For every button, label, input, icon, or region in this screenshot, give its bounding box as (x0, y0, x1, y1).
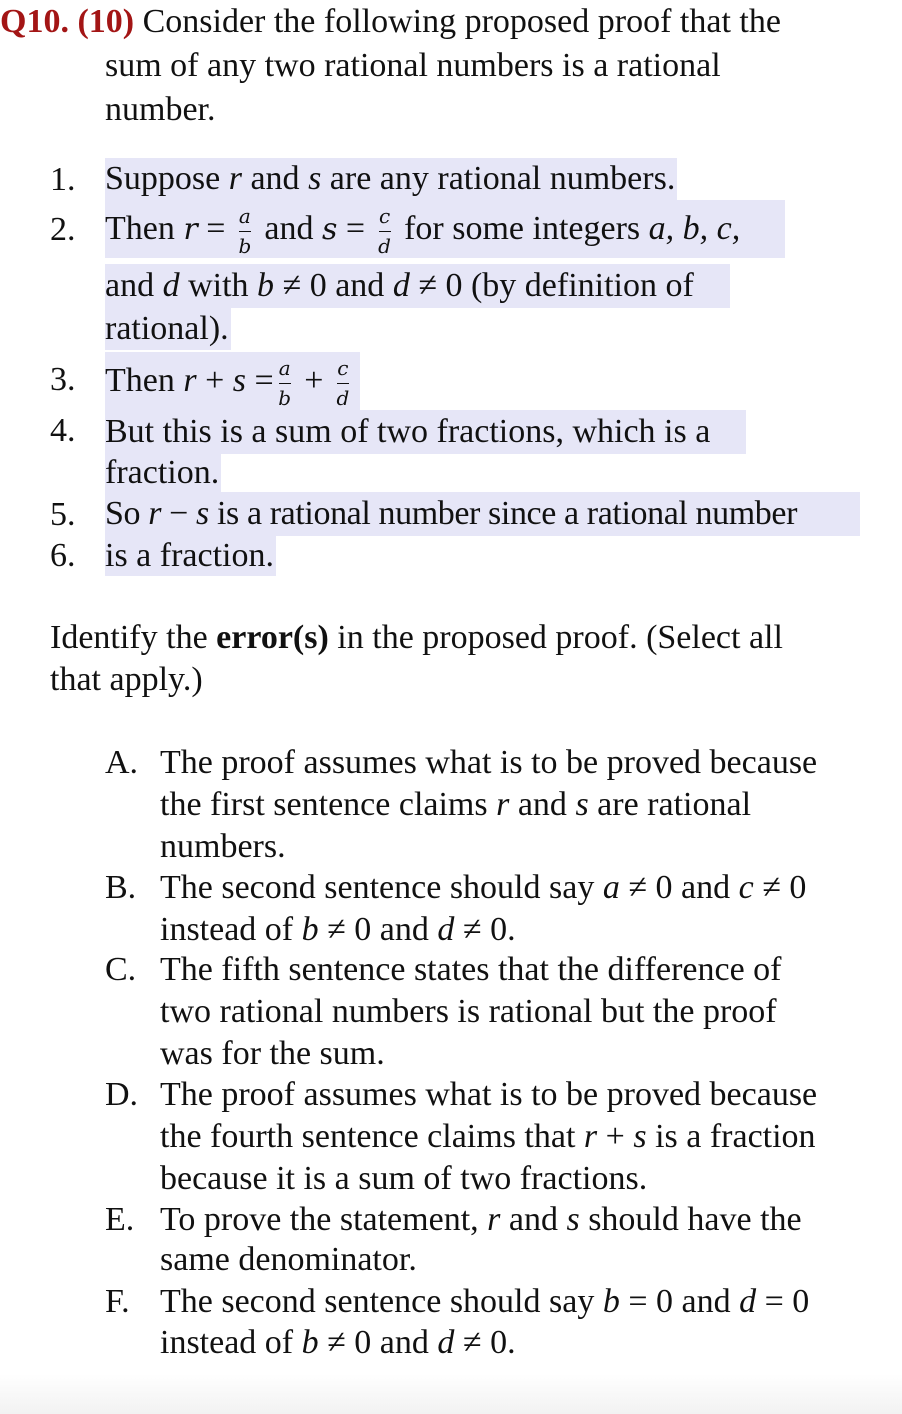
page-bottom-edge (0, 1374, 902, 1414)
option-d-line2[interactable]: the fourth sentence claims that r + s is a fraction (160, 1118, 816, 1155)
option-c-letter[interactable]: C. (105, 951, 137, 988)
option-b-line1[interactable]: The second sentence should say a ≠ 0 and c ≠ 0 (160, 869, 807, 906)
step-number: 4. (50, 412, 76, 449)
proof-step-3: Then r + s = $\frac{a}{b}$ + $\frac{c}{d}$ (105, 352, 360, 410)
question-header (0, 2, 781, 42)
proof-step-1: Suppose r and s are any rational numbers. (105, 158, 677, 200)
option-f-letter[interactable]: F. (105, 1283, 130, 1320)
question-intro-line3: number. (105, 91, 216, 128)
option-d-line3[interactable]: because it is a sum of two fractions. (160, 1160, 648, 1197)
instruction-line1: Identify the error(s) in the proposed proof. (Select all (50, 619, 783, 656)
option-a-line2[interactable]: the first sentence claims r and s are rational (160, 786, 752, 823)
option-c-line1[interactable]: The fifth sentence states that the difference of (160, 951, 782, 988)
proof-step-4-line1: But this is a sum of two fractions, which is a (105, 410, 746, 454)
option-e-line2[interactable]: same denominator. (160, 1241, 417, 1278)
proof-step-5: So r − s is a rational number since a rational number (105, 492, 860, 536)
fraction-a-over-b: $\frac{a}{b}$ (278, 356, 292, 411)
option-a-letter[interactable]: A. (105, 744, 139, 781)
option-c-line3[interactable]: was for the sum. (160, 1035, 385, 1072)
option-d-line1[interactable]: The proof assumes what is to be proved because (160, 1076, 818, 1113)
question-intro-line1: Consider the following proposed proof that the (142, 3, 781, 40)
fraction-c-over-d: $\frac{c}{d}$ (378, 204, 391, 259)
option-f-line2[interactable]: instead of b ≠ 0 and d ≠ 0. (160, 1324, 516, 1361)
option-b-letter[interactable]: B. (105, 869, 137, 906)
fraction-a-over-b: $\frac{a}{b}$ (238, 204, 252, 259)
question-intro-line2: sum of any two rational numbers is a rational (105, 47, 721, 84)
step-number: 6. (50, 537, 76, 574)
instruction-line2: that apply.) (50, 661, 203, 698)
fraction-c-over-d: $\frac{c}{d}$ (336, 356, 350, 411)
step-number: 2. (50, 211, 76, 248)
proof-step-6: is a fraction. (105, 537, 274, 574)
step-number: 3. (50, 361, 76, 398)
option-b-line2[interactable]: instead of b ≠ 0 and d ≠ 0. (160, 911, 516, 948)
option-e-line1[interactable]: To prove the statement, r and s should have the (160, 1201, 802, 1238)
proof-step-2-line1: Then r = $\frac{a}{b}$ and s = $\frac{c}{d}$ for some integers a, b, c, (105, 200, 785, 258)
step-number: 1. (50, 161, 76, 198)
option-e-letter[interactable]: E. (105, 1201, 135, 1238)
proof-step-4-line2: fraction. (105, 454, 220, 491)
step-number: 5. (50, 496, 76, 533)
option-c-line2[interactable]: two rational numbers is rational but the proof (160, 993, 777, 1030)
option-a-line1[interactable]: The proof assumes what is to be proved because (160, 744, 818, 781)
proof-step-2-line3: rational). (105, 308, 231, 350)
option-f-line1[interactable]: The second sentence should say b = 0 and d = 0 (160, 1283, 810, 1320)
option-a-line3[interactable]: numbers. (160, 828, 286, 865)
proof-step-2-line2: and d with b ≠ 0 and d ≠ 0 (by definition of (105, 264, 730, 308)
option-d-letter[interactable]: D. (105, 1076, 139, 1113)
question-label: Q10. (10) (0, 3, 135, 40)
